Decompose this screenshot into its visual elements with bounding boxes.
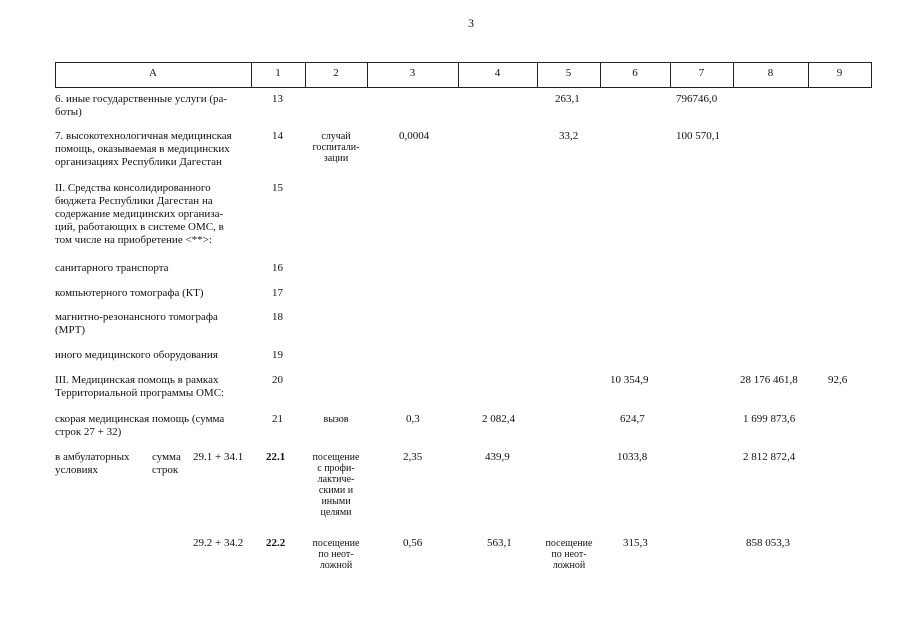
row-19-name: иного медицинского оборудования bbox=[55, 349, 218, 361]
row-22-2-code: 22.2 bbox=[266, 537, 286, 549]
row-14-code: 14 bbox=[272, 130, 283, 142]
row-20-col6: 10 354,9 bbox=[610, 374, 649, 386]
row-22-2-unit-col5: посещение по неот- ложной bbox=[545, 538, 593, 571]
row-22-2-col6: 315,3 bbox=[623, 537, 648, 549]
row-21-col6: 624,7 bbox=[620, 413, 645, 425]
row-21-col4: 2 082,4 bbox=[482, 413, 515, 425]
row-22-2-sum: 29.2 + 34.2 bbox=[193, 537, 244, 549]
row-15-name: II. Средства консолидированного бюджета Республики Дагестан на содержание медицинских организа- ций, работающих в системе ОМС, в том числе на приобретение <**>: bbox=[55, 182, 224, 246]
row-22-1-name-d: строк bbox=[152, 464, 179, 476]
row-14-col7: 100 570,1 bbox=[676, 130, 720, 142]
header-col-4: 4 bbox=[494, 67, 501, 79]
row-21-col3: 0,3 bbox=[406, 413, 420, 425]
row-22-1-col4: 439,9 bbox=[485, 451, 510, 463]
header-col-1: 1 bbox=[275, 67, 281, 79]
header-top-border bbox=[55, 62, 872, 63]
row-17-code: 17 bbox=[272, 287, 283, 299]
row-20-col8: 28 176 461,8 bbox=[740, 374, 798, 386]
row-20-name: III. Медицинская помощь в рамках Территориальной программы ОМС: bbox=[55, 374, 225, 399]
row-22-2-col4: 563,1 bbox=[487, 537, 512, 549]
row-14-col3: 0,0004 bbox=[399, 130, 430, 142]
header-divider bbox=[871, 62, 872, 87]
row-15-code: 15 bbox=[272, 182, 283, 194]
row-17-name: компьютерного томографа (КТ) bbox=[55, 287, 204, 299]
row-22-2-unit: посещение по неот- ложной bbox=[312, 538, 360, 571]
header-bottom-border bbox=[55, 87, 872, 88]
row-22-2-col8: 858 053,3 bbox=[746, 537, 790, 549]
row-22-1-col3: 2,35 bbox=[403, 451, 423, 463]
header-col-2: 2 bbox=[333, 67, 339, 79]
header-col-6: 6 bbox=[632, 67, 638, 79]
row-14-name: 7. высокотехнологичная медицинская помощь, оказываемая в медицинских организациях Республики Дагестан bbox=[55, 130, 232, 168]
row-22-1-name-b: условиях bbox=[55, 464, 99, 476]
row-13-name: 6. иные государственные услуги (ра- боты) bbox=[55, 93, 228, 118]
row-22-1-col6: 1033,8 bbox=[617, 451, 648, 463]
row-14-unit: случай госпитали- зации bbox=[312, 131, 360, 164]
header-col-5: 5 bbox=[565, 67, 572, 79]
row-18-name: магнитно-резонансного томографа (МРТ) bbox=[55, 311, 218, 336]
row-16-name: санитарного транспорта bbox=[55, 262, 169, 274]
header-col-7: 7 bbox=[698, 67, 705, 79]
row-21-unit: вызов bbox=[323, 414, 349, 425]
row-22-1-unit: посещение с профи- лактиче- скими и иными целями bbox=[312, 452, 360, 518]
page-number: 3 bbox=[468, 16, 474, 30]
row-13-col5: 263,1 bbox=[555, 93, 580, 105]
header-col-9: 9 bbox=[836, 67, 843, 79]
row-22-1-sum: 29.1 + 34.1 bbox=[193, 451, 244, 463]
row-22-2-col3: 0,56 bbox=[403, 537, 423, 549]
header-col-a: А bbox=[149, 67, 157, 79]
row-22-1-code: 22.1 bbox=[266, 451, 286, 463]
row-20-col9: 92,6 bbox=[828, 374, 848, 386]
header-col-3: 3 bbox=[409, 67, 416, 79]
row-18-code: 18 bbox=[272, 311, 283, 323]
row-22-1-col8: 2 812 872,4 bbox=[743, 451, 796, 463]
row-14-col5: 33,2 bbox=[559, 130, 579, 142]
row-21-name: скорая медицинская помощь (сумма строк 27 + 32) bbox=[55, 413, 225, 438]
row-19-code: 19 bbox=[272, 349, 283, 361]
header-col-8: 8 bbox=[767, 67, 774, 79]
row-13-col7: 796746,0 bbox=[676, 93, 718, 105]
row-13-code: 13 bbox=[272, 93, 283, 105]
row-22-1-name-a: в амбулаторных bbox=[55, 451, 130, 463]
row-20-code: 20 bbox=[272, 374, 283, 386]
row-21-col8: 1 699 873,6 bbox=[743, 413, 796, 425]
row-22-1-name-c: сумма bbox=[152, 451, 181, 463]
row-21-code: 21 bbox=[272, 413, 283, 425]
row-16-code: 16 bbox=[272, 262, 283, 274]
